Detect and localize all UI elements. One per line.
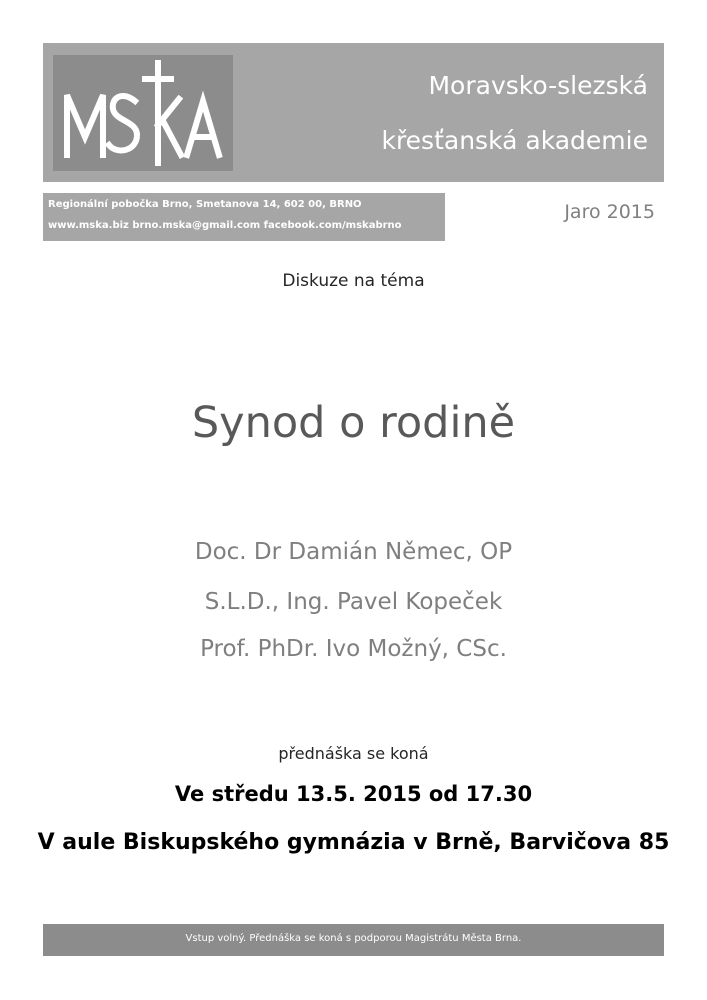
footer-band — [43, 924, 664, 956]
contact-box — [43, 193, 445, 241]
header-band — [43, 43, 664, 182]
mska-logo-graphic — [53, 55, 233, 171]
speaker-1: Doc. Dr Damián Němec, OP — [194, 539, 513, 565]
event-title: Synod o rodině — [191, 398, 516, 448]
org-name-line-2: křesťanská akademie — [381, 126, 648, 155]
contact-links: www.mska.biz brno.mska@gmail.com facebook.com/mskabrno — [48, 220, 402, 231]
season-label: Jaro 2015 — [564, 201, 655, 223]
speaker-3: Prof. PhDr. Ivo Možný, CSc. — [200, 636, 507, 662]
org-name-line-1: Moravsko-slezská — [428, 71, 648, 100]
intro-text: Diskuze na téma — [282, 271, 425, 291]
event-date-time: Ve středu 13.5. 2015 od 17.30 — [174, 782, 533, 806]
lecture-note: přednáška se koná — [278, 744, 429, 763]
footer-text: Vstup volný. Přednáška se koná s podporou Magistrátu Města Brna. — [185, 933, 522, 944]
speaker-2: S.L.D., Ing. Pavel Kopeček — [204, 589, 503, 615]
event-venue: V aule Biskupského gymnázia v Brně, Barvičova 85 — [37, 830, 670, 855]
contact-address: Regionální pobočka Brno, Smetanova 14, 602 00, BRNO — [48, 199, 362, 210]
mska-logo — [53, 55, 233, 171]
